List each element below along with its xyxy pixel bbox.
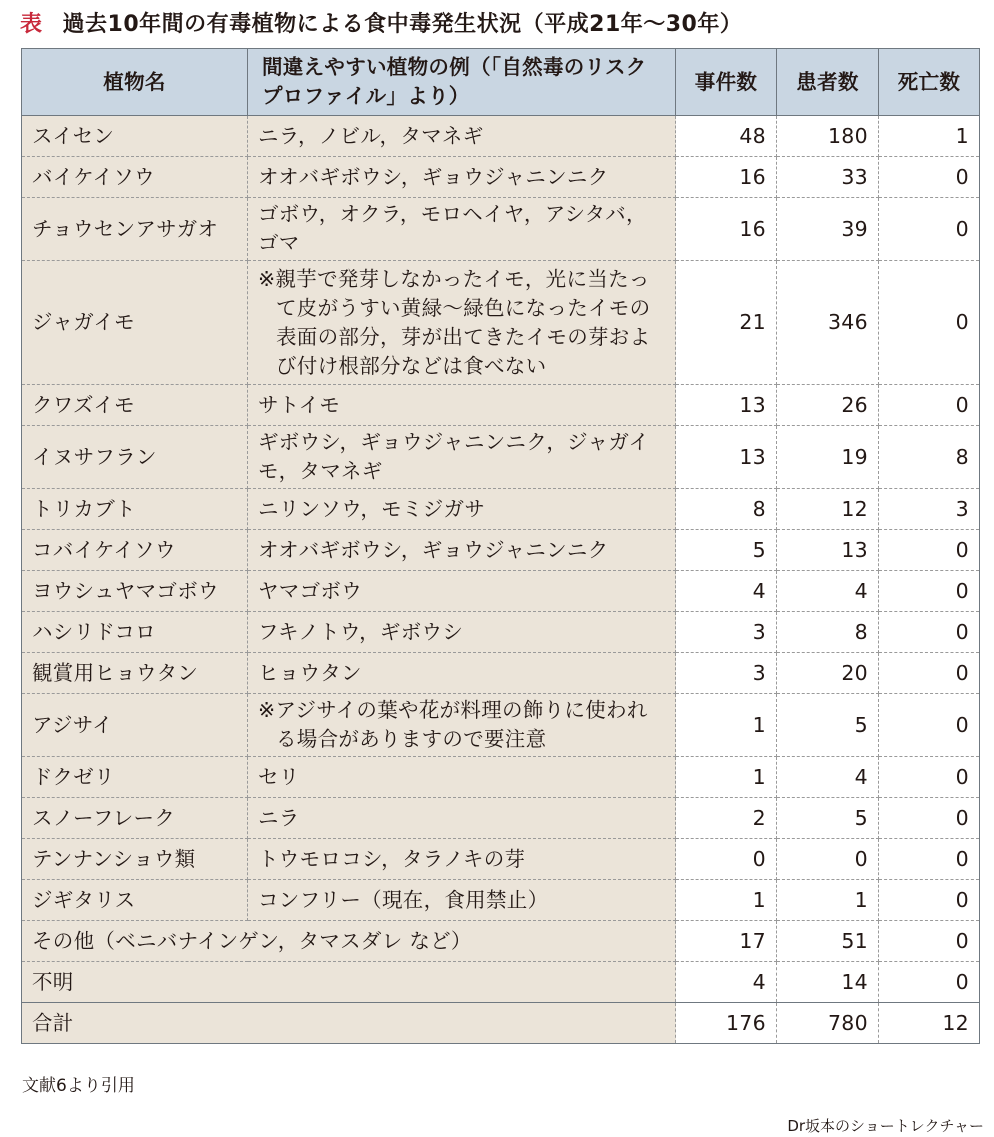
- table-row: [22, 530, 980, 571]
- incident-count: 3: [676, 612, 777, 653]
- total-label: 合計: [22, 1003, 676, 1044]
- incident-count: 13: [676, 426, 777, 489]
- death-count: 0: [879, 653, 980, 694]
- plant-name: ジャガイモ: [22, 261, 248, 385]
- death-count: 0: [879, 694, 980, 757]
- table-row: [22, 116, 980, 157]
- plant-name: クワズイモ: [22, 385, 248, 426]
- patient-count: 5: [777, 694, 879, 757]
- incident-count: 1: [676, 757, 777, 798]
- incident-count: 5: [676, 530, 777, 571]
- table-row: [22, 880, 980, 921]
- confused-plants: フキノトウ，ギボウシ: [248, 612, 676, 653]
- patient-count: 4: [777, 757, 879, 798]
- table-row: [22, 757, 980, 798]
- death-count: 0: [879, 612, 980, 653]
- death-count: 8: [879, 426, 980, 489]
- confused-plants: ニリンソウ，モミジガサ: [248, 489, 676, 530]
- unknown-patients: 14: [777, 962, 879, 1003]
- confused-plants: セリ: [248, 757, 676, 798]
- plant-name: テンナンショウ類: [22, 839, 248, 880]
- table-row: [22, 489, 980, 530]
- unknown-deaths: 0: [879, 962, 980, 1003]
- plant-name: スイセン: [22, 116, 248, 157]
- table-row: [22, 694, 980, 757]
- patient-count: 346: [777, 261, 879, 385]
- plant-name: コバイケイソウ: [22, 530, 248, 571]
- unknown-label: 不明: [22, 962, 676, 1003]
- plant-name: ジギタリス: [22, 880, 248, 921]
- death-count: 0: [879, 571, 980, 612]
- total-incidents: 176: [676, 1003, 777, 1044]
- table-title-text: 過去10年間の有毒植物による食中毒発生状況（平成21年～30年）: [62, 12, 743, 37]
- death-count: 3: [879, 489, 980, 530]
- death-count: 0: [879, 198, 980, 261]
- death-count: 0: [879, 880, 980, 921]
- other-incidents: 17: [676, 921, 777, 962]
- death-count: 0: [879, 385, 980, 426]
- confused-plants: ギボウシ，ギョウジャニンニク，ジャガイモ，タマネギ: [248, 426, 676, 489]
- plant-name: イヌサフラン: [22, 426, 248, 489]
- table-title: [20, 8, 742, 42]
- header-plant: 植物名: [22, 49, 248, 116]
- confused-plants-note: [248, 694, 676, 757]
- header-patients: 患者数: [777, 49, 879, 116]
- confused-plants: ヤマゴボウ: [248, 571, 676, 612]
- plant-name: ヨウシュヤマゴボウ: [22, 571, 248, 612]
- total-patients: 780: [777, 1003, 879, 1044]
- other-label: その他（ベニバナインゲン，タマスダレ など）: [22, 921, 676, 962]
- plant-name: アジサイ: [22, 694, 248, 757]
- confused-plants-note: [248, 261, 676, 385]
- unknown-incidents: 4: [676, 962, 777, 1003]
- other-deaths: 0: [879, 921, 980, 962]
- total-deaths: 12: [879, 1003, 980, 1044]
- header-deaths: 死亡数: [879, 49, 980, 116]
- confused-plants: オオバギボウシ，ギョウジャニンニク: [248, 157, 676, 198]
- death-count: 0: [879, 157, 980, 198]
- incident-count: 2: [676, 798, 777, 839]
- header-row: [22, 49, 980, 116]
- patient-count: 13: [777, 530, 879, 571]
- patient-count: 19: [777, 426, 879, 489]
- table-row: [22, 571, 980, 612]
- patient-count: 180: [777, 116, 879, 157]
- plant-name: バイケイソウ: [22, 157, 248, 198]
- source-note: 文献6より引用: [22, 1076, 135, 1096]
- unknown-row: [22, 962, 980, 1003]
- table-row: [22, 426, 980, 489]
- patient-count: 12: [777, 489, 879, 530]
- death-count: 0: [879, 261, 980, 385]
- incident-count: 48: [676, 116, 777, 157]
- incident-count: 16: [676, 198, 777, 261]
- table-row: [22, 612, 980, 653]
- incident-count: 13: [676, 385, 777, 426]
- table-label: 表: [20, 12, 43, 37]
- header-confused: 間違えやすい植物の例（「自然毒のリスクプロファイル」より）: [248, 49, 676, 116]
- incident-count: 4: [676, 571, 777, 612]
- patient-count: 4: [777, 571, 879, 612]
- plant-name: 観賞用ヒョウタン: [22, 653, 248, 694]
- patient-count: 26: [777, 385, 879, 426]
- header-incidents: 事件数: [676, 49, 777, 116]
- death-count: 0: [879, 757, 980, 798]
- incident-count: 21: [676, 261, 777, 385]
- table-row: [22, 839, 980, 880]
- patient-count: 39: [777, 198, 879, 261]
- confused-plants: ヒョウタン: [248, 653, 676, 694]
- confused-plants: ニラ: [248, 798, 676, 839]
- death-count: 1: [879, 116, 980, 157]
- confused-plants: オオバギボウシ，ギョウジャニンニク: [248, 530, 676, 571]
- table-row: [22, 261, 980, 385]
- death-count: 0: [879, 798, 980, 839]
- incident-count: 0: [676, 839, 777, 880]
- note-text: ※アジサイの葉や花が料理の飾りに使われる場合がありますので要注意: [258, 698, 648, 751]
- patient-count: 33: [777, 157, 879, 198]
- table-row: [22, 198, 980, 261]
- patient-count: 0: [777, 839, 879, 880]
- table-row: [22, 653, 980, 694]
- incident-count: 1: [676, 880, 777, 921]
- note-text: ※親芋で発芽しなかったイモ，光に当たって皮がうすい黄緑～緑色になったイモの表面の部分，芽が出てきたイモの芽および付け根部分などは食べない: [258, 266, 651, 378]
- confused-plants: ニラ，ノビル，タマネギ: [248, 116, 676, 157]
- patient-count: 20: [777, 653, 879, 694]
- other-patients: 51: [777, 921, 879, 962]
- patient-count: 8: [777, 612, 879, 653]
- plant-name: チョウセンアサガオ: [22, 198, 248, 261]
- incident-count: 8: [676, 489, 777, 530]
- other-row: [22, 921, 980, 962]
- confused-plants: サトイモ: [248, 385, 676, 426]
- incident-count: 1: [676, 694, 777, 757]
- table-row: [22, 157, 980, 198]
- credit-text: Dr坂本のショートレクチャー: [787, 1117, 984, 1135]
- incident-count: 16: [676, 157, 777, 198]
- incident-count: 3: [676, 653, 777, 694]
- confused-plants: ゴボウ，オクラ，モロヘイヤ，アシタバ，ゴマ: [248, 198, 676, 261]
- plant-name: トリカブト: [22, 489, 248, 530]
- plant-name: スノーフレーク: [22, 798, 248, 839]
- total-row: [22, 1003, 980, 1044]
- death-count: 0: [879, 839, 980, 880]
- plant-name: ハシリドコロ: [22, 612, 248, 653]
- table-row: [22, 385, 980, 426]
- confused-plants: トウモロコシ，タラノキの芽: [248, 839, 676, 880]
- patient-count: 1: [777, 880, 879, 921]
- confused-plants: コンフリー（現在，食用禁止）: [248, 880, 676, 921]
- patient-count: 5: [777, 798, 879, 839]
- poison-plant-table: [21, 48, 980, 1044]
- plant-name: ドクゼリ: [22, 757, 248, 798]
- death-count: 0: [879, 530, 980, 571]
- table-row: [22, 798, 980, 839]
